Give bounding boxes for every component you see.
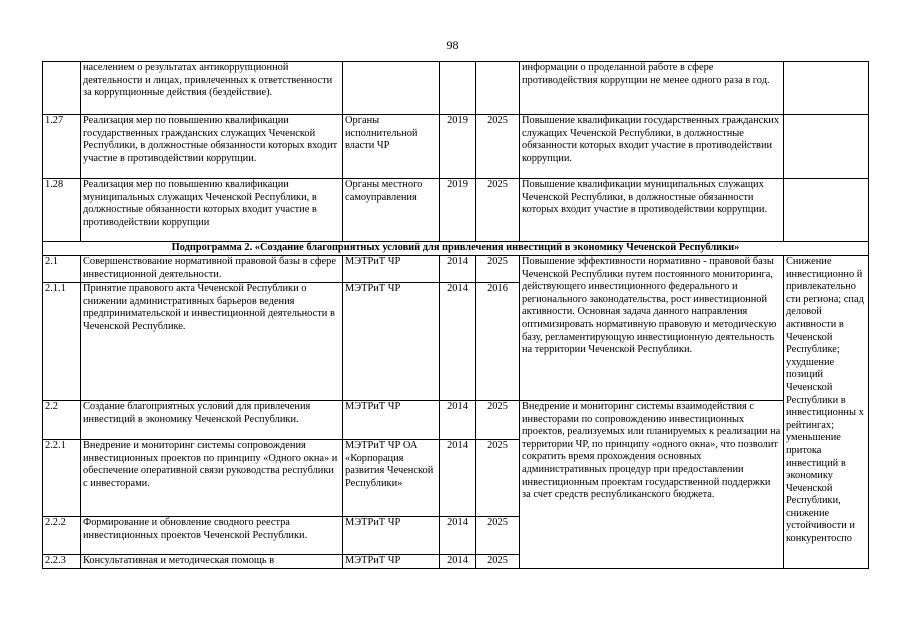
measure-executor: [343, 62, 440, 115]
measure-executor: МЭТРиТ ЧР: [343, 256, 440, 283]
measure-start-year: 2014: [440, 283, 476, 401]
measure-description: Реализация мер по повышению квалификации муниципальных служащих Чеченской Республики, в должностные обязанности которых входит участие в противодействии коррупции: [81, 179, 343, 242]
measure-executor: Органы местного самоуправления: [343, 179, 440, 242]
table-row: [43, 62, 869, 115]
measure-number: 2.2: [43, 401, 81, 440]
measures-table: [42, 61, 869, 569]
measure-expected-result: Повышение квалификации муниципальных служащих Чеченской Республики, в должностные обязанности которых входит участие в противодействии коррупции.: [520, 179, 784, 242]
measure-indicator: [784, 62, 869, 115]
table-row: [43, 256, 869, 283]
measure-end-year: 2016: [476, 283, 520, 401]
measure-start-year: 2014: [440, 256, 476, 283]
measure-description: Реализация мер по повышению квалификации государственных гражданских служащих Чеченской Республики, в должностные обязанности которых входит участие в противодействии коррупции.: [81, 115, 343, 179]
measure-indicator: [784, 115, 869, 179]
measure-number: 1.27: [43, 115, 81, 179]
measure-start-year: 2014: [440, 440, 476, 517]
measure-executor: МЭТРиТ ЧР: [343, 401, 440, 440]
measure-description: Формирование и обновление сводного реестра инвестиционных проектов Чеченской Республики.: [81, 517, 343, 555]
measure-executor: МЭТРиТ ЧР: [343, 517, 440, 555]
measure-end-year: 2025: [476, 401, 520, 440]
measure-start-year: 2019: [440, 115, 476, 179]
measure-end-year: 2025: [476, 115, 520, 179]
measure-description: Создание благоприятных условий для привлечения инвестиций в экономику Чеченской Республики.: [81, 401, 343, 440]
measure-end-year: 2025: [476, 555, 520, 569]
measure-number: 2.2.1: [43, 440, 81, 517]
table-row: [43, 115, 869, 179]
table-row: [43, 179, 869, 242]
measure-start-year: [440, 62, 476, 115]
measure-description: Принятие правового акта Чеченской Республики о снижении административных барьеров ведения предпринимательской и инвестиционной деятельности в Чеченской Республике.: [81, 283, 343, 401]
measure-number: 2.1: [43, 256, 81, 283]
measure-description: Внедрение и мониторинг системы сопровождения инвестиционных проектов по принципу «Одного окна» и обеспечение оперативной связи руководства республики с инвесторами.: [81, 440, 343, 517]
measure-start-year: 2014: [440, 401, 476, 440]
measure-expected-result: Повышение эффективности нормативно - правовой базы Чеченской Республики путем постоянного мониторинга, действующего инвестиционного федерального и регионального законодательства, рост инвестиционной активности. Основная задача данного направления оптимизировать нормативную правовую и методическую базу, регламентирующую инвестиционную деятельность на территории Чеченской Республики.: [520, 256, 784, 401]
measure-expected-result: Повышение квалификации государственных гражданских служащих Чеченской Республики, в должностные обязанности которых входит участие в противодействии коррупции.: [520, 115, 784, 179]
measure-end-year: 2025: [476, 179, 520, 242]
measure-executor: МЭТРиТ ЧР: [343, 555, 440, 569]
measure-start-year: 2014: [440, 517, 476, 555]
measure-number: [43, 62, 81, 115]
measure-description: Совершенствование нормативной правовой базы в сфере инвестиционной деятельности.: [81, 256, 343, 283]
measure-description: Консультативная и методическая помощь в: [81, 555, 343, 569]
measure-executor: Органы исполнительной власти ЧР: [343, 115, 440, 179]
measure-start-year: 2014: [440, 555, 476, 569]
measure-start-year: 2019: [440, 179, 476, 242]
measure-expected-result: Внедрение и мониторинг системы взаимодействия с инвесторами по сопровождению инвестиционных проектов, реализуемых или планируемых к реализации на территории ЧР, по принципу «одного окна», что позволит сократить время прохождения основных административных процедур при предоставлении инвестиционным проектам государственной поддержки за счет средств республиканского бюджета.: [520, 401, 784, 569]
subprogram-header-row: [43, 242, 869, 256]
measure-number: 2.1.1: [43, 283, 81, 401]
measure-number: 2.2.3: [43, 555, 81, 569]
measure-number: 2.2.2: [43, 517, 81, 555]
measure-indicator: Снижение инвестиционно й привлекательно сти региона; спад деловой активности в Чеченской Республике; ухудшение позиций Чеченской Республики в инвестиционны х рейтингах; уменьшение притока инвестиций в экономику Чеченской Республики, снижение устойчивости и конкурентоспо: [784, 256, 869, 569]
measure-end-year: 2025: [476, 440, 520, 517]
measure-number: 1.28: [43, 179, 81, 242]
measure-end-year: 2025: [476, 256, 520, 283]
subprogram-title: Подпрограмма 2. «Создание благоприятных условий для привлечения инвестиций в экономику Чеченской Республики»: [43, 242, 869, 256]
measure-executor: МЭТРиТ ЧР ОА «Корпорация развития Чеченской Республики»: [343, 440, 440, 517]
measure-indicator: [784, 179, 869, 242]
measure-description: населением о результатах антикоррупционной деятельности и лицах, привлеченных к ответственности за коррупционные действия (бездействие).: [81, 62, 343, 115]
measure-expected-result: информации о проделанной работе в сфере противодействия коррупции не менее одного раза в год.: [520, 62, 784, 115]
measure-end-year: [476, 62, 520, 115]
table-row: [43, 401, 869, 440]
measure-executor: МЭТРиТ ЧР: [343, 283, 440, 401]
page-number: 98: [446, 38, 459, 52]
measure-end-year: 2025: [476, 517, 520, 555]
